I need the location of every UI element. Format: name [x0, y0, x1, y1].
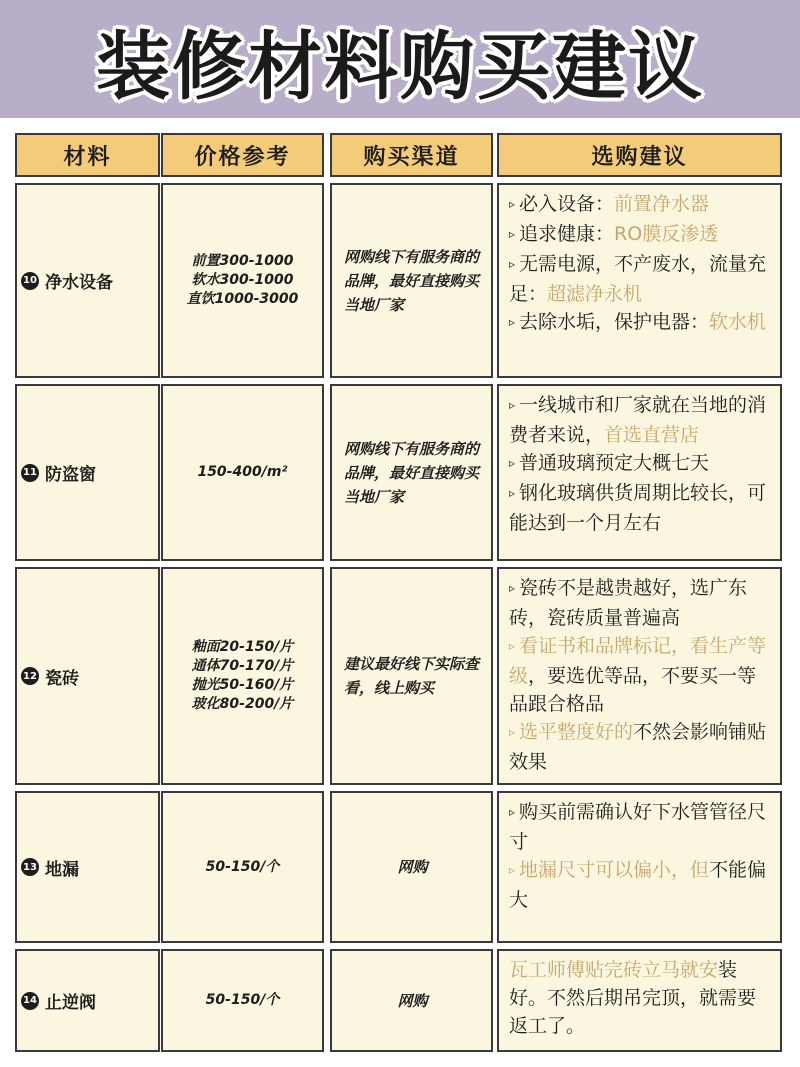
highlighted-text: 看证书和品牌标记，看生产等级 — [509, 635, 767, 687]
price-cell: 50-150/个 — [161, 791, 324, 943]
advice-text: 购买前需确认好下水管管径尺寸 — [509, 801, 767, 853]
bullet-arrow-icon: ▹ — [509, 725, 516, 739]
price-cell: 釉面20-150/片 通体70-170/片 抛光50-160/片 玻化80-200/片 — [161, 567, 324, 785]
advice-cell — [497, 791, 782, 943]
bullet-arrow-icon: ▹ — [509, 197, 516, 211]
material-name-cell — [15, 791, 160, 943]
advice-item — [509, 308, 774, 338]
bullet-arrow-icon: ▹ — [509, 805, 516, 819]
bullet-arrow-icon: ▹ — [509, 863, 516, 877]
advice-text: 追求健康： — [519, 223, 615, 245]
advice-item — [509, 391, 774, 449]
advice-text: 钢化玻璃供货周期比较长，可能达到一个月左右 — [509, 482, 767, 534]
title-banner — [0, 0, 800, 118]
highlighted-text: 瓦工师傅贴完砖立马就安 — [509, 959, 719, 981]
advice-item — [509, 220, 774, 250]
highlighted-text: 选平整度好的 — [519, 721, 634, 743]
advice-text: 一线城市和厂家就在当地的消费者来说， — [509, 394, 767, 446]
advice-text: 不然会影响铺贴效果 — [509, 721, 767, 773]
advice-cell — [497, 384, 782, 561]
advice-item — [509, 479, 774, 537]
advice-text: 无需电源，不产废水，流量充足： — [509, 253, 767, 305]
advice-text: 去除水垢，保护电器： — [519, 311, 710, 333]
highlighted-text: 前置净水器 — [614, 193, 710, 215]
highlighted-text: 首选直营店 — [604, 424, 700, 446]
highlighted-text: 超滤净永机 — [547, 283, 643, 305]
highlighted-text: RO膜反渗透 — [614, 223, 719, 245]
advice-item — [509, 956, 774, 1040]
material-name: 净水设备 — [45, 273, 113, 293]
header-cell: 购买渠道 — [330, 133, 493, 177]
bullet-arrow-icon: ▹ — [509, 639, 516, 653]
bullet-arrow-icon: ▹ — [509, 257, 516, 271]
highlighted-text: 地漏尺寸可以偏小，但 — [519, 859, 710, 881]
advice-item — [509, 574, 774, 632]
advice-cell — [497, 567, 782, 785]
page-title: 装修材料购买建议 — [96, 24, 704, 110]
advice-text: ，要选优等品，不要买一等品跟合格品 — [509, 665, 757, 715]
advice-item — [509, 250, 774, 308]
advice-text: 瓷砖不是越贵越好，选广东砖，瓷砖质量普遍高 — [509, 577, 748, 629]
channel-cell: 网购 — [330, 949, 493, 1052]
item-number-badge: 13 — [21, 858, 39, 876]
bullet-arrow-icon: ▹ — [509, 486, 516, 500]
channel-cell: 建议最好线下实际查看，线上购买 — [330, 567, 493, 785]
bullet-arrow-icon: ▹ — [509, 581, 516, 595]
channel-cell: 网购线下有服务商的品牌，最好直接购买当地厂家 — [330, 384, 493, 561]
advice-cell — [497, 949, 782, 1052]
price-cell: 前置300-1000 软水300-1000 直饮1000-3000 — [161, 183, 324, 378]
bullet-arrow-icon: ▹ — [509, 315, 516, 329]
material-name: 瓷砖 — [45, 668, 79, 689]
advice-item — [509, 449, 774, 479]
material-name: 防盗窗 — [45, 465, 96, 485]
material-name-cell — [15, 567, 160, 785]
advice-item — [509, 718, 774, 776]
material-name: 止逆阀 — [45, 993, 96, 1013]
advice-cell — [497, 183, 782, 378]
price-cell: 50-150/个 — [161, 949, 324, 1052]
advice-item — [509, 856, 774, 914]
material-name-cell — [15, 384, 160, 561]
bullet-arrow-icon: ▹ — [509, 398, 516, 412]
advice-text: 不能偏大 — [509, 859, 767, 911]
channel-cell: 网购线下有服务商的品牌，最好直接购买当地厂家 — [330, 183, 493, 378]
item-number-badge: 14 — [21, 992, 39, 1010]
header-cell: 价格参考 — [161, 133, 324, 177]
highlighted-text: 软水机 — [709, 311, 767, 333]
channel-cell: 网购 — [330, 791, 493, 943]
advice-item — [509, 190, 774, 220]
material-name: 地漏 — [45, 859, 79, 880]
advice-text: 普通玻璃预定大概七天 — [519, 452, 710, 474]
bullet-arrow-icon: ▹ — [509, 227, 516, 241]
advice-item — [509, 632, 774, 718]
advice-text: 必入设备： — [519, 193, 615, 215]
price-cell: 150-400/m² — [161, 384, 324, 561]
header-cell: 材料 — [15, 133, 160, 177]
item-number-badge: 11 — [21, 464, 39, 482]
material-name-cell — [15, 949, 160, 1052]
advice-item — [509, 798, 774, 856]
material-name-cell — [15, 183, 160, 378]
item-number-badge: 10 — [21, 272, 39, 290]
bullet-arrow-icon: ▹ — [509, 456, 516, 470]
item-number-badge: 12 — [21, 667, 39, 685]
header-cell: 选购建议 — [497, 133, 782, 177]
advice-text: 装好。不然后期吊完顶，就需要返工了。 — [509, 959, 757, 1037]
